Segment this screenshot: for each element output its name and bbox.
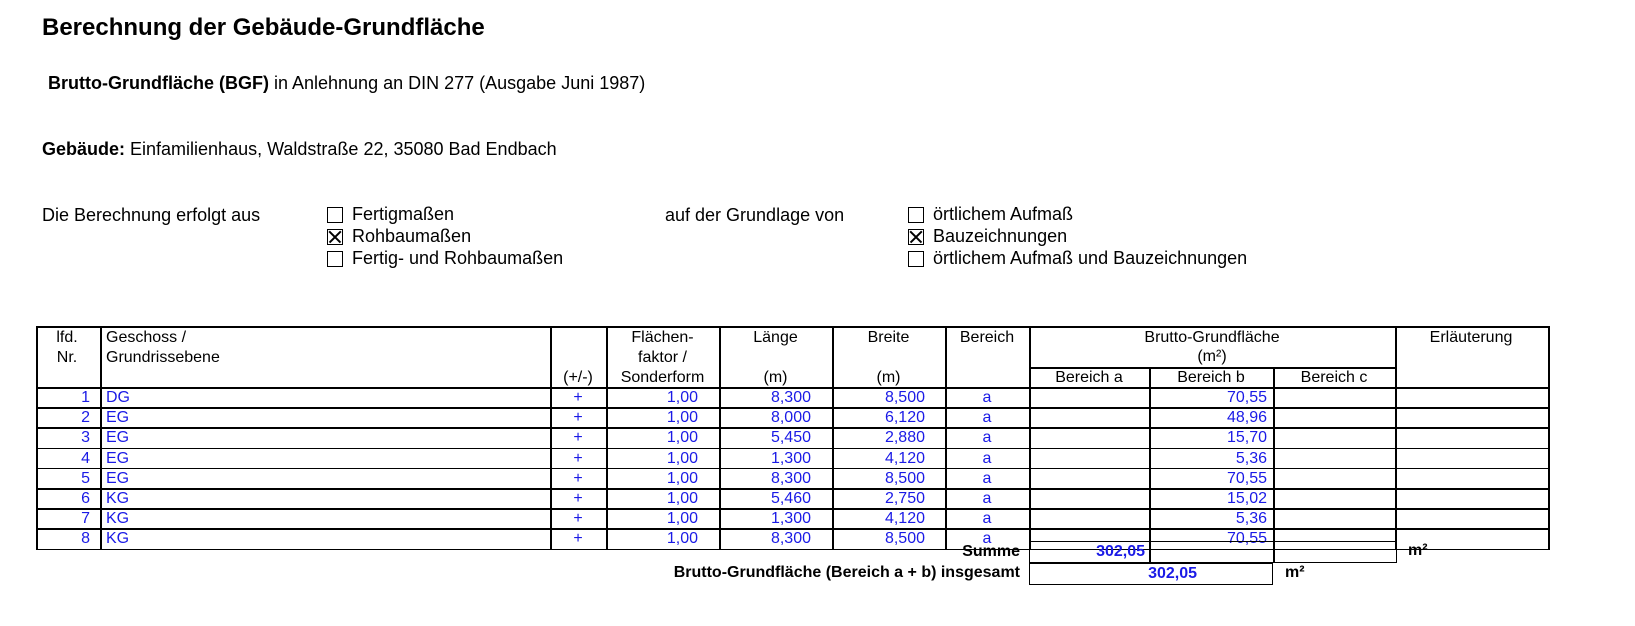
cell-sign: + [573,490,583,507]
cell-a [1029,448,1143,469]
total-label: Brutto-Grundfläche (Bereich a + b) insgesamt [673,564,1020,581]
cell-sign: + [573,510,583,528]
cell-nr: 2 [81,409,90,427]
cell-laenge: 1,300 [770,449,811,467]
cell-c [1273,468,1389,489]
header-erlaeuterung: Erläuterung [1429,329,1513,346]
cell-bereich: a [982,510,992,528]
table-border-top [36,326,1548,328]
source-checkbox-1[interactable] [908,229,924,245]
cell-c [1273,508,1389,529]
summe-box-b [1149,541,1275,563]
cell-c [1273,387,1389,408]
cell-b: 15,70 [1226,429,1267,447]
basis-checkbox-2[interactable] [327,251,343,267]
table-row-line-6 [36,508,1548,510]
cell-nr: 6 [81,490,90,507]
table-subcol-divider-0 [1149,367,1151,549]
building-value: Einfamilienhaus, Waldstraße 22, 35080 Bad Endbach [125,139,557,159]
subtitle-bold: Brutto-Grundfläche (BGF) [48,73,269,93]
header-laenge-unit: (m) [763,369,788,386]
cell-nr: 8 [81,530,90,548]
cell-a [1029,427,1143,448]
header-breite-unit: (m) [876,369,901,386]
source-option-label-1: Bauzeichnungen [933,226,1068,246]
cell-geschoss: EG [106,409,130,427]
cell-laenge: 5,460 [770,490,811,507]
cell-laenge: 5,450 [770,429,811,447]
cell-breite: 6,120 [884,409,925,427]
building-label: Gebäude: [42,139,126,159]
table-row-line-0 [36,387,1548,389]
source-option-label-2: örtlichem Aufmaß und Bauzeichnungen [933,248,1248,268]
table-col-divider-4 [832,326,834,549]
table-col-divider-5 [945,326,947,549]
cell-a [1029,407,1143,428]
basis-option-label-0: Fertigmaßen [352,204,455,224]
cell-c [1273,427,1389,448]
cell-breite: 8,500 [884,469,925,487]
header-bereich-a: Bereich a [1055,369,1123,386]
cell-a [1029,387,1143,408]
cell-a [1029,508,1143,529]
cell-faktor: 1,00 [666,510,698,528]
cell-c [1273,488,1389,509]
cell-breite: 8,500 [884,389,925,406]
cell-faktor: 1,00 [666,490,698,507]
cell-b: 70,55 [1226,389,1267,406]
cell-nr: 4 [81,449,90,467]
header-bereich: Bereich [959,329,1015,346]
cell-laenge: 8,300 [770,389,811,406]
cell-a [1029,488,1143,509]
table-border-right [1548,326,1550,550]
cell-nr: 5 [81,469,90,487]
cell-bereich: a [982,449,992,467]
area-table [36,326,1613,557]
cell-faktor: 1,00 [666,469,698,487]
header-nr [42,328,92,368]
cell-a [1029,468,1143,489]
header-faktor-line3: Sonderform [620,369,705,386]
source-label: auf der Grundlage von [665,205,845,225]
cell-laenge: 8,300 [770,469,811,487]
cell-nr: 3 [81,429,90,447]
source-checkbox-0[interactable] [908,207,924,223]
header-geschoss-line1: Geschoss / [106,329,187,346]
table-row-line-4 [36,468,1548,470]
basis-checkbox-0[interactable] [327,207,343,223]
cell-geschoss: EG [106,449,130,467]
table-row-line-7 [36,528,1548,530]
summe-value-a: 302,05 [1096,543,1145,560]
cell-geschoss: KG [106,490,130,507]
table-col-divider-0 [100,326,102,549]
cell-faktor: 1,00 [666,389,698,406]
table-row-line-5 [36,488,1548,490]
cell-b: 70,55 [1226,469,1267,487]
cell-sign: + [573,409,583,427]
table-col-divider-6 [1029,326,1031,549]
table-col-divider-7 [1395,326,1397,549]
summe-box-c [1273,541,1397,563]
source-checkbox-2[interactable] [908,251,924,267]
cell-faktor: 1,00 [666,429,698,447]
cell-bereich: a [982,469,992,487]
header-bereich-b: Bereich b [1177,369,1245,386]
table-bgf-subheader-line [1029,367,1395,369]
cell-breite: 8,500 [884,530,925,548]
table-col-divider-2 [606,326,608,549]
cell-geschoss: KG [106,510,130,528]
cell-faktor: 1,00 [666,409,698,427]
header-nr-line2: Nr. [56,349,78,366]
header-sign: (+/-) [563,369,593,386]
cell-sign: + [573,429,583,447]
cell-breite: 2,750 [884,490,925,507]
table-border-left [36,326,38,549]
cell-b: 70,55 [1226,530,1267,548]
cell-c [1273,448,1389,469]
cell-b: 5,36 [1235,449,1267,467]
header-bereich-c: Bereich c [1300,369,1368,386]
table-subcol-divider-1 [1273,367,1275,549]
table-row-line-2 [36,427,1548,429]
cell-breite: 4,120 [884,449,925,467]
header-nr-line1: lfd. [56,329,78,346]
cell-sign: + [573,469,583,487]
header-faktor [606,328,719,388]
cell-b: 15,02 [1226,490,1267,507]
cell-b: 48,96 [1226,409,1267,427]
cell-sign: + [573,530,583,548]
cell-faktor: 1,00 [666,449,698,467]
building-line [42,139,557,160]
basis-checkbox-1[interactable] [327,229,343,245]
summe-unit: m² [1408,542,1428,559]
cell-laenge: 8,000 [770,409,811,427]
cell-sign: + [573,449,583,467]
header-geschoss-line2: Grundrissebene [106,349,220,366]
cell-breite: 4,120 [884,510,925,528]
page-title: Berechnung der Gebäude-Grundfläche [42,14,485,41]
cell-nr: 7 [81,510,90,528]
table-col-divider-1 [550,326,552,549]
total-value: 302,05 [1148,565,1197,582]
cell-geschoss: EG [106,469,130,487]
table-row-line-1 [36,407,1548,409]
header-bgf: Brutto-Grundfläche [1144,329,1280,346]
cell-geschoss: EG [106,429,130,447]
table-col-divider-3 [719,326,721,549]
cell-geschoss: KG [106,530,130,548]
cell-geschoss: DG [106,389,130,406]
summe-label: Summe [962,543,1020,560]
cell-bereich: a [982,409,992,427]
header-geschoss [106,328,406,368]
cell-nr: 1 [81,389,90,406]
cell-breite: 2,880 [884,429,925,447]
subtitle-rest: in Anlehnung an DIN 277 (Ausgabe Juni 1987) [268,73,646,93]
subtitle [48,73,645,94]
cell-bereich: a [982,389,992,406]
cell-b: 5,36 [1235,510,1267,528]
cell-laenge: 1,300 [770,510,811,528]
cell-bereich: a [982,490,992,507]
cell-faktor: 1,00 [666,530,698,548]
basis-label: Die Berechnung erfolgt aus [42,205,261,225]
basis-option-label-1: Rohbaumaßen [352,226,472,246]
cell-bereich: a [982,429,992,447]
header-faktor-line2: faktor / [638,349,687,366]
cell-c [1273,407,1389,428]
total-unit: m² [1285,564,1305,581]
cell-sign: + [573,389,583,406]
cell-bereich: a [982,530,992,548]
table-row-line-3 [36,448,1548,450]
header-faktor-line1: Flächen- [631,329,694,346]
source-option-label-0: örtlichem Aufmaß [933,204,1074,224]
header-breite: Breite [867,329,910,346]
header-laenge: Länge [753,329,798,346]
basis-option-label-2: Fertig- und Rohbaumaßen [352,248,564,268]
cell-laenge: 8,300 [770,530,811,548]
header-bgf-unit: (m²) [1197,348,1227,365]
